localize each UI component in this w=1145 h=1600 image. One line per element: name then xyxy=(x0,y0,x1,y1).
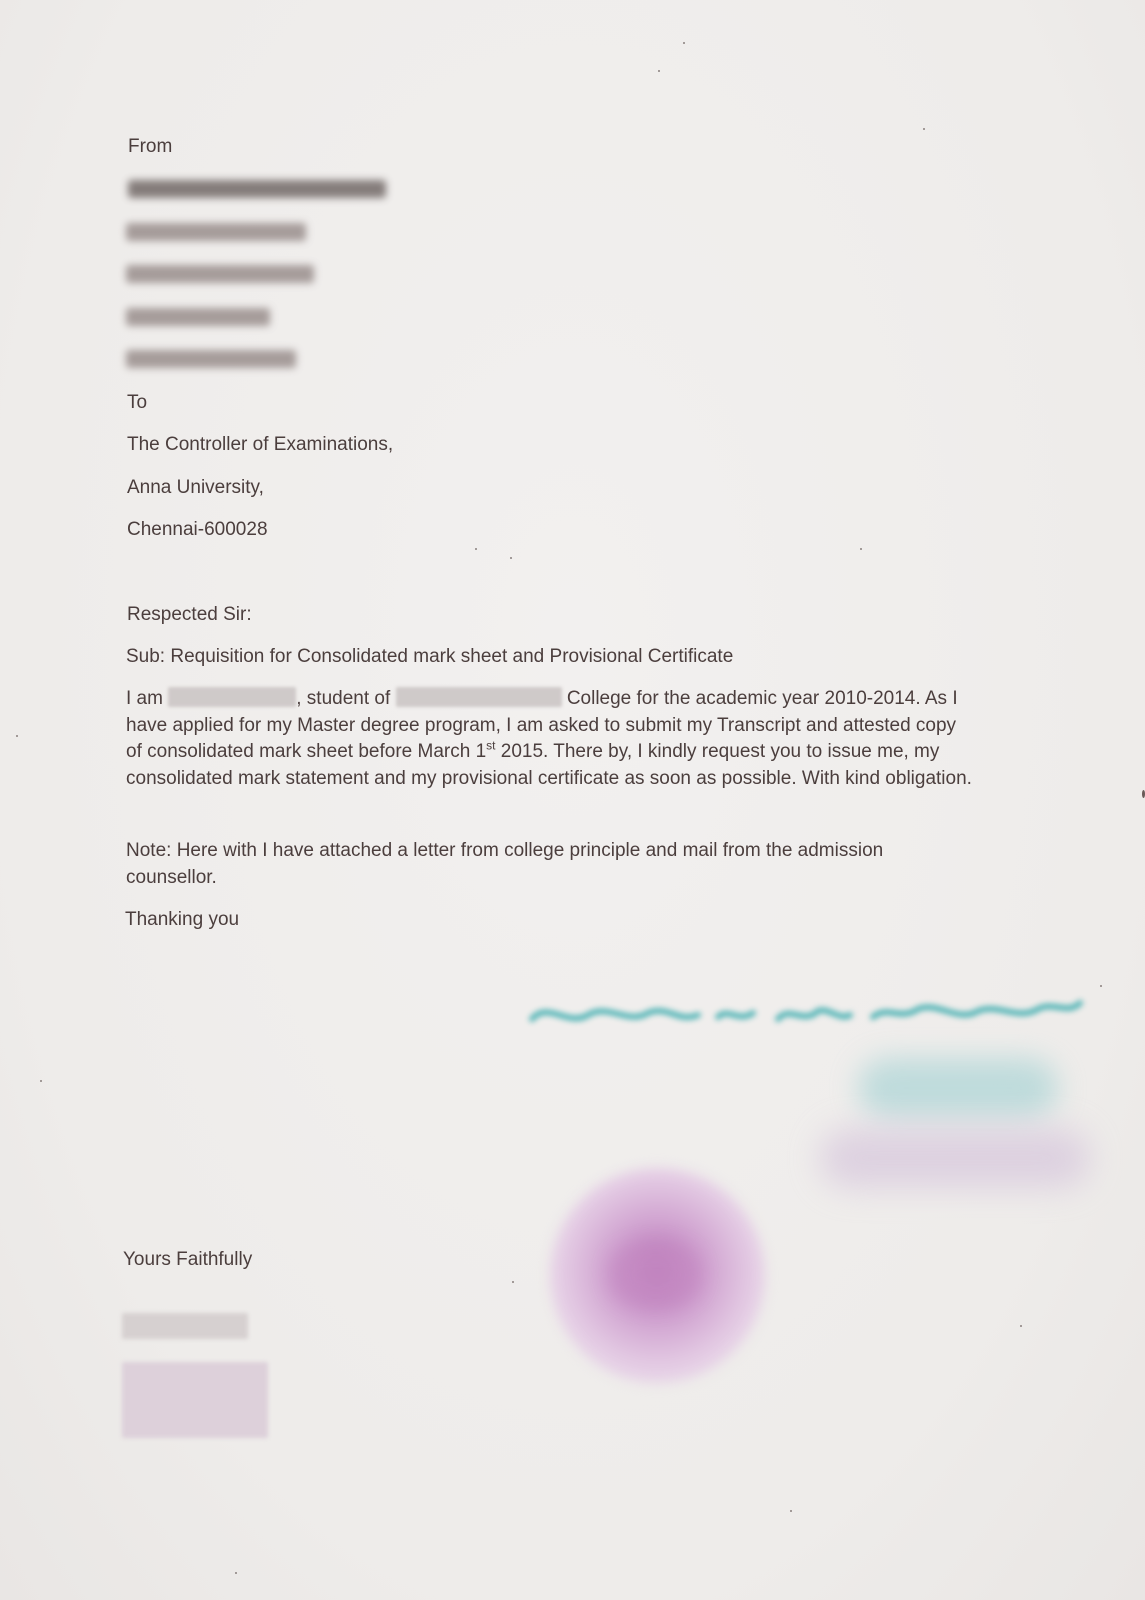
paper-speck xyxy=(658,70,660,72)
paper-speck xyxy=(790,1510,792,1512)
sender-address-line-2-redacted xyxy=(126,265,314,283)
paper-speck xyxy=(235,1572,237,1574)
college-name-redacted xyxy=(396,687,562,707)
to-label: To xyxy=(127,392,148,413)
signature-redacted xyxy=(122,1362,268,1438)
handwritten-endorsement xyxy=(528,997,1088,1037)
body-text-1: I am xyxy=(126,688,163,709)
stamp-emblem xyxy=(610,1245,700,1305)
sender-address-line-3-redacted xyxy=(126,308,270,326)
paper-speck xyxy=(1100,985,1102,987)
paper-speck xyxy=(683,42,685,44)
thanks-line: Thanking you xyxy=(125,909,240,930)
salutation: Respected Sir: xyxy=(127,604,252,625)
signer-name-redacted xyxy=(122,1313,248,1339)
body-paragraph xyxy=(126,686,974,792)
ordinal-superscript: st xyxy=(486,738,496,753)
paper-speck xyxy=(1020,1325,1022,1327)
endorsement-seal-smudge xyxy=(820,1128,1090,1188)
body-text-2: , student of xyxy=(296,688,391,709)
recipient-city: Chennai-600028 xyxy=(127,519,268,540)
recipient-organization: Anna University, xyxy=(127,477,264,498)
sender-name-redacted xyxy=(128,180,386,198)
paper-speck xyxy=(16,735,18,737)
paper-speck xyxy=(512,1281,514,1283)
paper-speck xyxy=(860,548,862,550)
paper-speck xyxy=(510,557,512,559)
paper-speck xyxy=(923,128,925,130)
from-label: From xyxy=(128,136,173,157)
paper-speck xyxy=(475,548,477,550)
student-name-redacted xyxy=(168,687,296,707)
sender-address-line-1-redacted xyxy=(126,223,306,241)
body-text-3: College for the academic year 2010-2014. As I have applied for my Master degree program, I am asked to submit my Transcript and attested copy of consolidated mark sheet before March 1 xyxy=(126,688,958,762)
endorsement-signature xyxy=(858,1058,1058,1118)
sender-mobile-redacted xyxy=(126,350,296,368)
recipient-title: The Controller of Examinations, xyxy=(127,434,394,455)
body-text-4: 2015. There by, I kindly request you to issue me, my consolidated mark statement and my provisional certificate as soon as possible. With kind obligation. xyxy=(126,741,972,789)
subject-line: Sub: Requisition for Consolidated mark sheet and Provisional Certificate xyxy=(126,646,734,667)
note-paragraph: Note: Here with I have attached a letter from college principle and mail from the admission counsellor. xyxy=(126,840,884,888)
paper-speck xyxy=(40,1080,42,1082)
closing-line: Yours Faithfully xyxy=(123,1249,253,1270)
